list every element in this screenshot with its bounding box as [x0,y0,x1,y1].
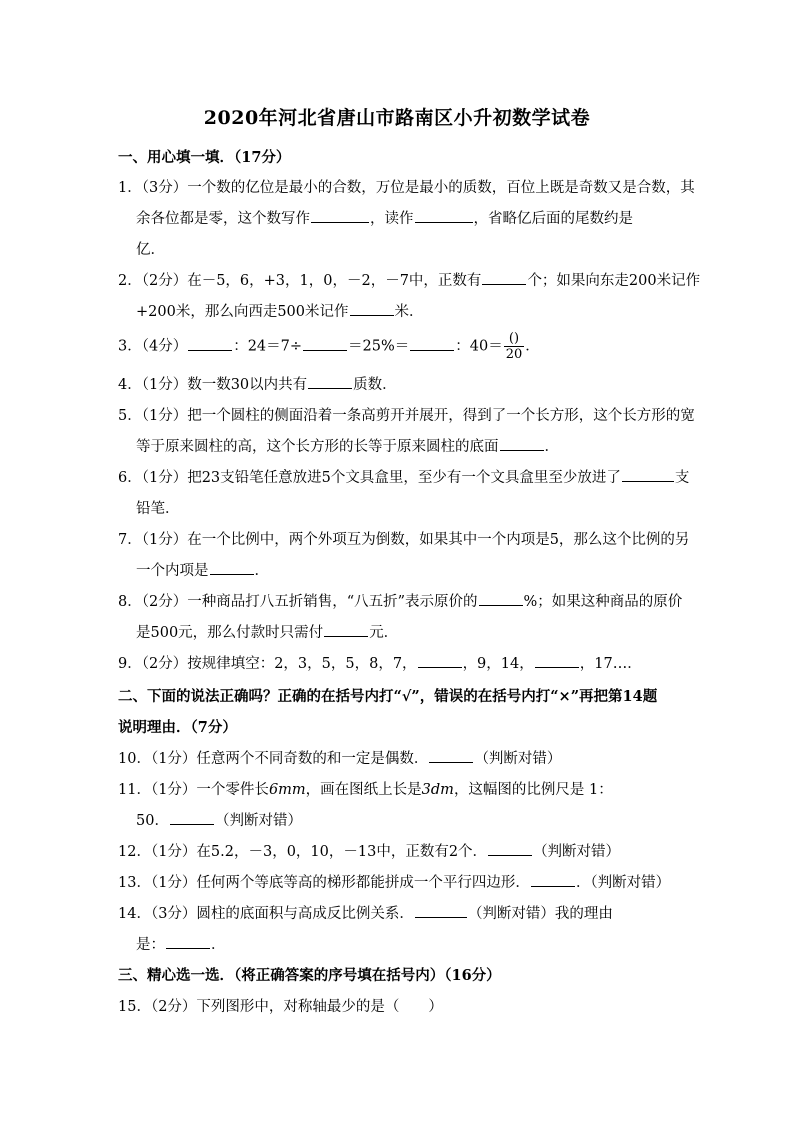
fraction-numerator[interactable]: () [504,331,525,347]
answer-blank[interactable] [410,336,454,351]
question-11-line-2: 50． （判断对错） [136,809,302,830]
question-6-line-1: 6．（1分）把23支铅笔任意放进5个文具盒里，至少有一个文具盒里至少放进了 支 [118,466,689,487]
question-14-line-1: 14．（3分）圆柱的底面积与高成反比例关系． （判断对错）我的理由 [118,902,613,923]
question-2-line-1: 2．（2分）在－5，6，+3，1，0，－2，－7中，正数有 个；如果向东走200米记作 [118,269,700,290]
question-7-line-1: 7．（1分）在一个比例中，两个外项互为倒数，如果其中一个内项是5，那么这个比例的另 [118,532,690,548]
section-3-heading: 三、精心选一选．（将正确答案的序号填在括号内）（16分） [118,967,501,984]
page-title: 2020年河北省唐山市路南区小升初数学试卷 [203,107,591,129]
answer-blank[interactable] [429,748,473,763]
question-1-line-3: 亿． [136,242,165,258]
question-14-line-2: 是： ． [136,933,226,954]
question-13: 13．（1分）任何两个等底等高的梯形都能拼成一个平行四边形． ．（判断对错） [118,871,670,892]
answer-blank[interactable] [308,374,352,389]
question-12: 12．（1分）在5.2，－3，0，10，－13中，正数有2个． （判断对错） [118,840,620,861]
answer-blank[interactable] [488,841,532,856]
answer-blank[interactable] [303,336,347,351]
question-1-line-2: 余各位都是零，这个数写作 ，读作 ，省略亿后面的尾数约是 [136,207,633,228]
answer-blank[interactable] [166,934,210,949]
answer-blank[interactable] [622,467,674,482]
question-10: 10．（1分）任意两个不同奇数的和一定是偶数． （判断对错） [118,747,561,768]
fraction [504,331,525,362]
answer-blank[interactable] [535,653,579,668]
answer-blank[interactable] [170,810,214,825]
answer-blank[interactable] [482,270,526,285]
answer-blank[interactable] [418,653,462,668]
question-9: 9．（2分）按规律填空：2，3，5，5，8，7， ，9，14， ，17…． [118,652,642,673]
answer-blank[interactable] [350,301,394,316]
question-6-line-2: 铅笔． [136,501,180,517]
answer-blank[interactable] [311,208,369,223]
question-8-line-2: 是500元，那么付款时只需付 元． [136,621,398,642]
section-1-heading: 一、用心填一填．（17分） [118,149,291,166]
answer-blank[interactable] [415,903,467,918]
question-5-line-2: 等于原来圆柱的高，这个长方形的长等于原来圆柱的底面 ． [136,435,559,456]
answer-blank[interactable] [479,591,523,606]
answer-blank[interactable] [324,622,368,637]
answer-blank[interactable] [500,436,544,451]
question-5-line-1: 5．（1分）把一个圆柱的侧面沿着一条高剪开并展开，得到了一个长方形，这个长方形的宽 [118,408,695,424]
question-1-line-1: 1．（3分）一个数的亿位是最小的合数，万位是最小的质数，百位上既是奇数又是合数，其 [118,180,695,196]
question-7-line-2: 一个内项是 ． [136,559,269,580]
answer-blank[interactable] [415,208,473,223]
answer-blank[interactable] [188,336,232,351]
question-2-line-2: +200米，那么向西走500米记作 米． [136,300,424,321]
answer-blank[interactable] [210,560,254,575]
answer-blank[interactable] [531,872,575,887]
question-4: 4．（1分）数一数30以内共有 质数． [118,373,397,394]
question-3: 3．（4分） ：24＝7÷ ＝25%＝ ：40＝ $\frac{()}{20}$ ． [118,331,540,362]
section-2-heading-line-1: 二、下面的说法正确吗？正确的在括号内打“√”，错误的在括号内打“×”再把第14题 [118,688,658,705]
question-15: 15．（2分）下列图形中，对称轴最少的是（ ） [118,999,443,1015]
question-8-line-1: 8．（2分）一种商品打八五折销售，“八五折”表示原价的 %；如果这种商品的原价 [118,590,682,611]
fraction-denominator: 20 [505,347,523,362]
question-11-line-1: 11．（1分）一个零件长6mm，画在图纸上长是3dm，这幅图的比例尺是 1： [118,782,613,798]
section-2-heading-line-2: 说明理由．（7分） [118,719,237,736]
